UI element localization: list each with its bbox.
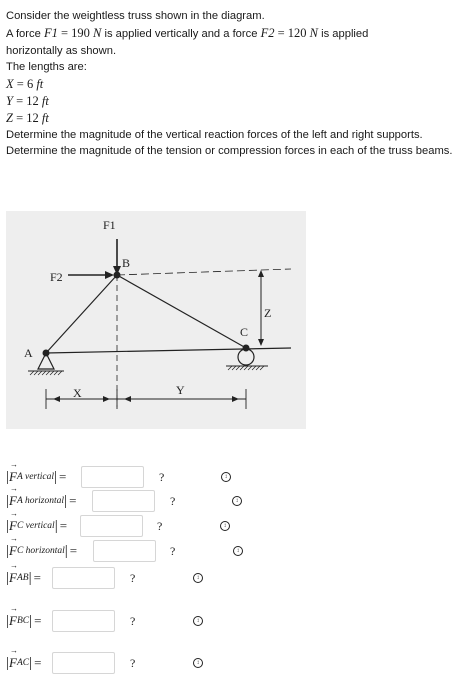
answer-input-fc-horizontal[interactable] (93, 540, 156, 562)
answer-row-fbc (6, 609, 41, 633)
label-a: A (24, 346, 33, 360)
answer-placeholder: ? (159, 470, 165, 484)
answer-placeholder: ? (170, 544, 176, 558)
ground-c-hatch (228, 366, 264, 370)
arrowhead-x-left (53, 396, 60, 402)
answer-row-fab (6, 566, 41, 590)
lengths-heading: The lengths are: (6, 61, 87, 74)
arrowhead-y-right (232, 396, 239, 402)
beam-ab (46, 275, 117, 353)
dash-top-ref (117, 269, 291, 275)
arrowhead-z-bottom (258, 339, 264, 346)
truss-svg (6, 211, 306, 429)
answer-input-fa-horizontal[interactable] (92, 490, 155, 512)
problem-statement (6, 8, 458, 160)
label-x: X (73, 386, 82, 400)
answer-label: | → F C horizontal | = (6, 543, 77, 560)
forces-line: A force F1 = 190 N is applied vertically and a force F2 = 120 N is applied (6, 25, 369, 40)
label-f2: F2 (50, 270, 63, 284)
chevron-updown-icon[interactable]: ↕ (193, 616, 203, 626)
answer-row-fac (6, 651, 41, 675)
answer-input-fac[interactable] (52, 652, 115, 674)
answer-input-fab[interactable] (52, 567, 115, 589)
arrowhead-y-left (124, 396, 131, 402)
answer-placeholder: ? (130, 614, 136, 628)
answer-label: | → F A horizontal | = (6, 493, 76, 510)
arrowhead-x-right (103, 396, 110, 402)
task-beams: Determine the magnitude of the tension or compression forces in each of the truss beams. (6, 145, 453, 158)
answer-input-fc-vertical[interactable] (80, 515, 143, 537)
arrowhead-z-top (258, 270, 264, 277)
answer-placeholder: ? (130, 656, 136, 670)
answer-label: | → F A vertical | = (6, 469, 66, 486)
joint-c (243, 345, 250, 352)
label-b: B (122, 256, 131, 270)
ground-a-hatch (30, 371, 62, 375)
forces-line-cont: horizontally as shown. (6, 44, 117, 57)
task-reactions: Determine the magnitude of the vertical reaction forces of the left and right supports. (6, 128, 423, 141)
length-y: Y = 12 ft (6, 93, 49, 108)
answer-placeholder: ? (157, 519, 163, 533)
arrowhead-f2 (105, 271, 114, 279)
answer-label: | → F AC | = (6, 655, 41, 672)
answer-label: | → F BC | = (6, 613, 41, 630)
chevron-updown-icon[interactable]: ↕ (232, 496, 242, 506)
length-z: Z = 12 ft (6, 110, 49, 125)
label-y: Y (176, 383, 185, 397)
answer-label: | → F C vertical | = (6, 518, 67, 535)
beam-bc (117, 275, 249, 348)
truss-diagram (6, 211, 306, 429)
answer-input-fa-vertical[interactable] (81, 466, 144, 488)
label-z: Z (264, 306, 272, 320)
answer-row-fc-horizontal (6, 539, 77, 563)
chevron-updown-icon[interactable]: ↕ (220, 521, 230, 531)
length-x: X = 6 ft (6, 77, 44, 92)
label-f1: F1 (103, 218, 116, 232)
joint-b (114, 272, 121, 279)
label-c: C (240, 325, 249, 339)
answer-input-fbc[interactable] (52, 610, 115, 632)
joint-a (43, 350, 50, 357)
chevron-updown-icon[interactable]: ↕ (193, 658, 203, 668)
answer-placeholder: ? (130, 571, 136, 585)
answer-placeholder: ? (170, 494, 176, 508)
chevron-updown-icon[interactable]: ↕ (233, 546, 243, 556)
intro-line: Consider the weightless truss shown in the diagram. (6, 10, 265, 22)
chevron-updown-icon[interactable]: ↕ (221, 472, 231, 482)
answer-label: | → F AB | = (6, 570, 41, 587)
beam-ac (46, 348, 291, 353)
chevron-updown-icon[interactable]: ↕ (193, 573, 203, 583)
